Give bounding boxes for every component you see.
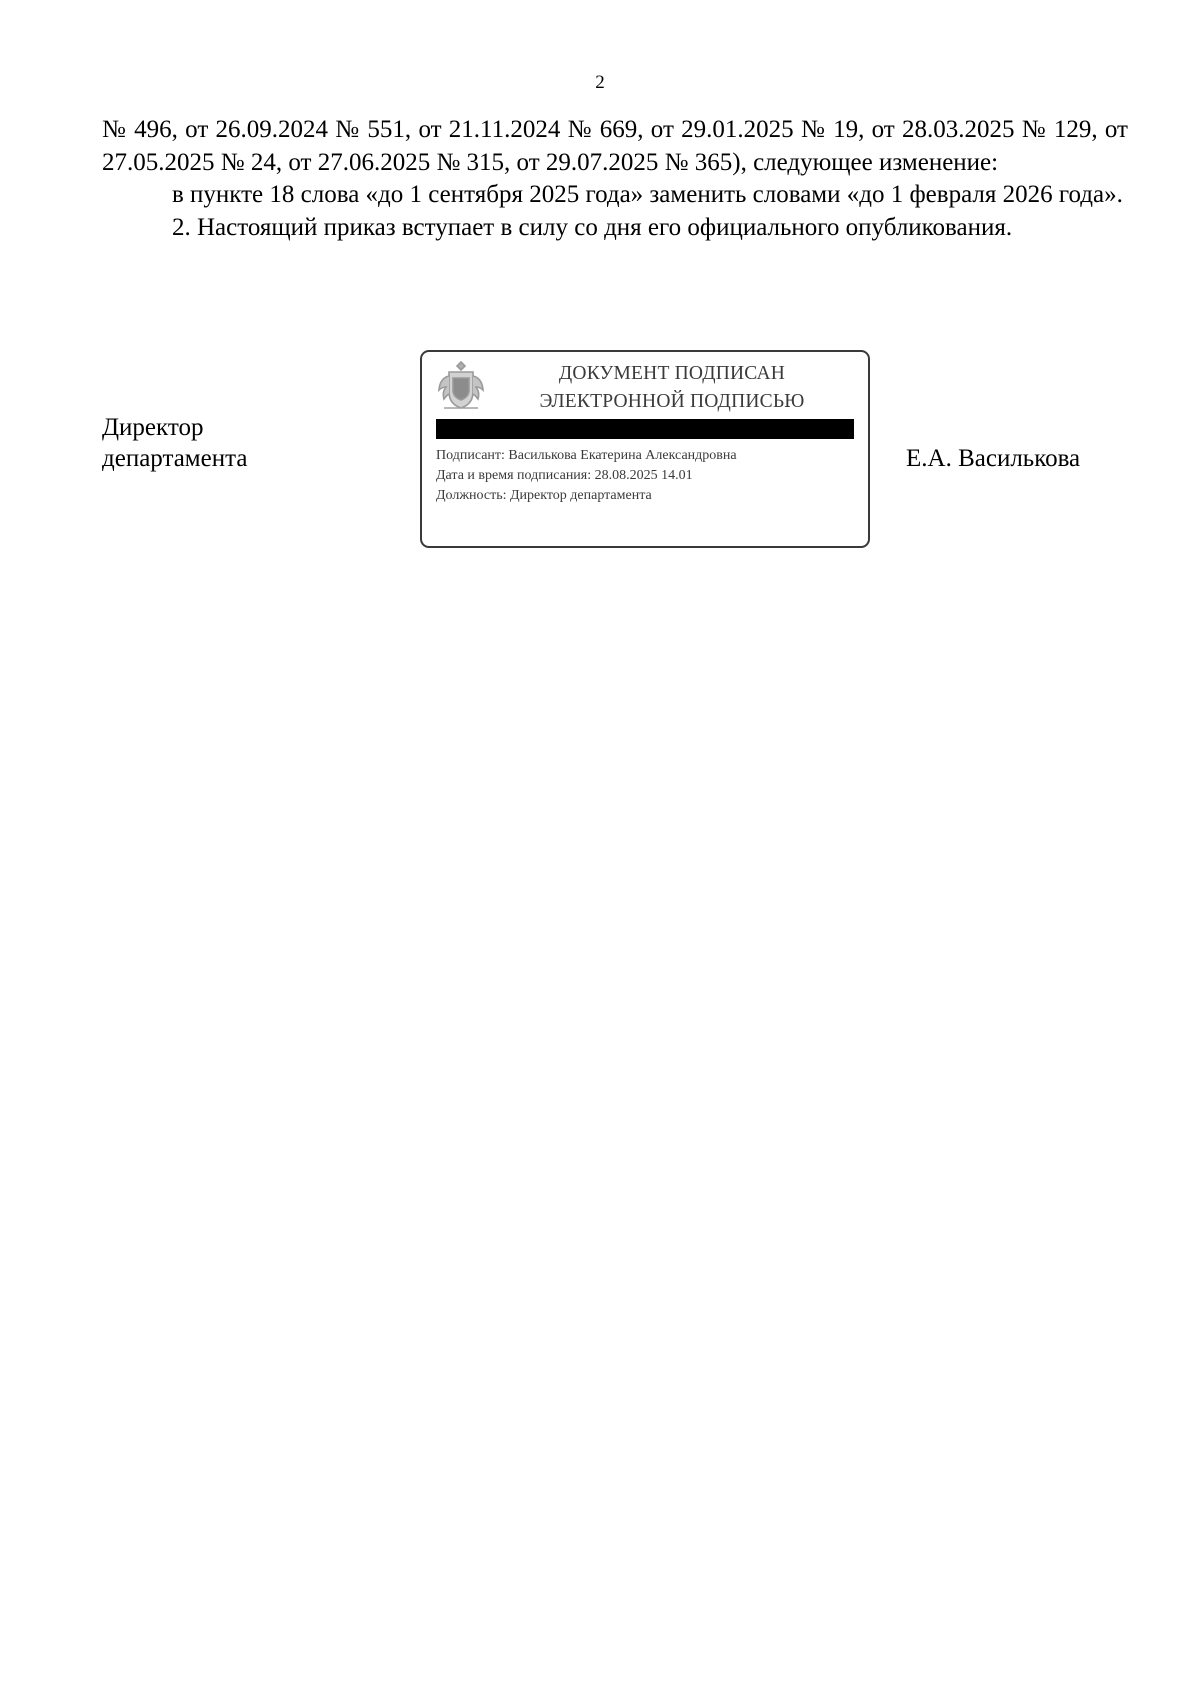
signatory-name: Е.А. Василькова	[906, 445, 1081, 472]
signatory-title	[102, 412, 247, 474]
body-paragraph-change: в пункте 18 слова «до 1 сентября 2025 года» заменить словами «до 1 февраля 2026 года».	[172, 181, 1123, 208]
stamp-datetime: Дата и время подписания: 28.08.2025 14.01	[436, 468, 693, 483]
stamp-position: Должность: Директор департамента	[436, 488, 652, 503]
stamp-header-line-1: ДОКУМЕНТ ПОДПИСАН	[558, 363, 786, 384]
stamp-header-line-2: ЭЛЕКТРОННОЙ ПОДПИСЬЮ	[539, 391, 805, 412]
signatory-title-line-2: департамента	[102, 445, 248, 472]
coat-of-arms-icon	[436, 358, 486, 414]
document-body	[102, 114, 1128, 244]
body-paragraph-effective: 2. Настоящий приказ вступает в силу со дня его официального опубликования.	[172, 213, 1013, 241]
signatory-title-line-1: Директор	[102, 414, 204, 441]
page-number: 2	[595, 72, 605, 93]
stamp-signer: Подписант: Василькова Екатерина Александровна	[436, 448, 737, 463]
stamp-header	[492, 360, 852, 416]
stamp-details	[436, 446, 856, 506]
redacted-certificate-bar	[436, 419, 854, 439]
body-paragraph-amendments: № 496, от 26.09.2024 № 551, от 21.11.2024 № 669, от 29.01.2025 № 19, от 28.03.2025 № 129, от 27.05.2025 № 24, от 27.06.2025 № 315, от 29.07.2025 № 365), следующее изменение:	[102, 116, 1128, 176]
electronic-signature-stamp	[420, 350, 870, 548]
